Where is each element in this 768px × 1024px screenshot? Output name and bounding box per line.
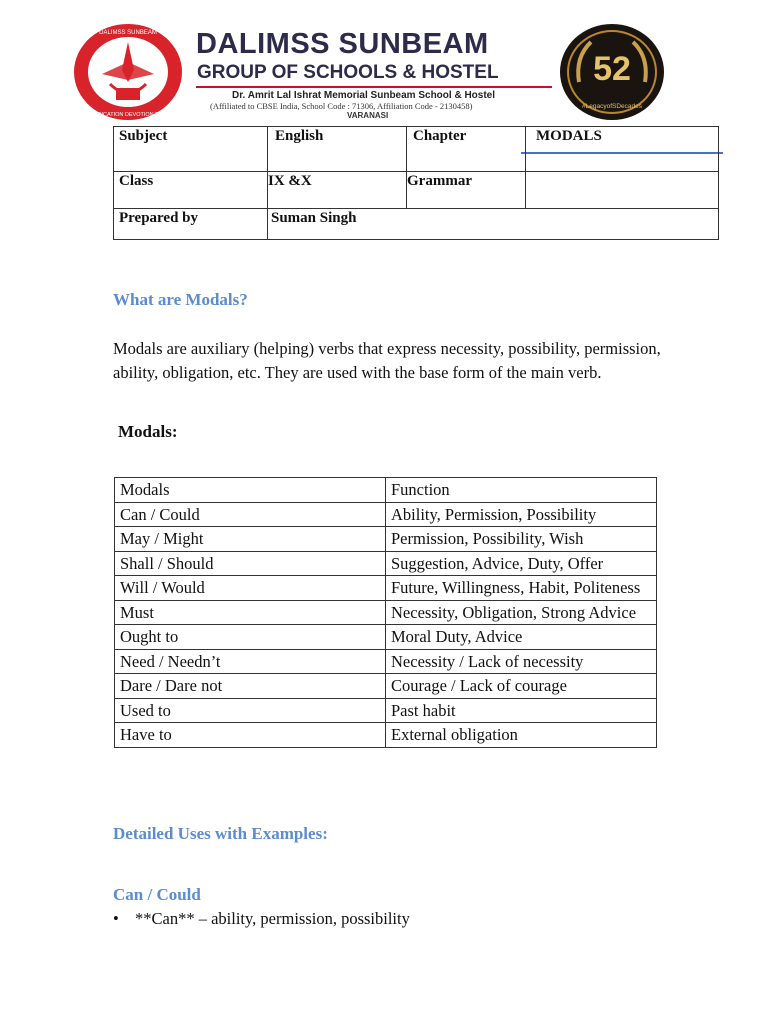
function-cell: Moral Duty, Advice	[386, 625, 657, 650]
table-row	[115, 600, 657, 625]
school-emblem-icon	[72, 22, 184, 122]
modal-cell: Ought to	[115, 625, 386, 650]
modals-definition-paragraph: Modals are auxiliary (helping) verbs that express necessity, possibility, permission, ability, obligation, etc. They are used with the base form of the main verb.	[113, 339, 661, 382]
class-value: IX &X	[268, 172, 407, 209]
school-subtitle: GROUP OF SCHOOLS & HOSTEL	[197, 62, 499, 83]
modal-cell: Need / Needn’t	[115, 649, 386, 674]
table-row	[115, 698, 657, 723]
anniversary-badge-icon	[557, 22, 667, 122]
table-row	[115, 527, 657, 552]
modals-label: Modals:	[118, 422, 178, 441]
modal-cell: Must	[115, 600, 386, 625]
modals-table	[114, 477, 657, 748]
modal-cell: Have to	[115, 723, 386, 748]
subject-value: English	[268, 127, 407, 172]
chapter-value-cell	[526, 127, 719, 172]
table-header-row	[115, 478, 657, 503]
modal-cell: May / Might	[115, 527, 386, 552]
table-row	[115, 576, 657, 601]
chapter-info-table	[113, 126, 719, 240]
function-cell: Courage / Lack of courage	[386, 674, 657, 699]
info-row-class	[114, 172, 719, 209]
svg-text:#LegacyofSDecades: #LegacyofSDecades	[582, 103, 642, 110]
function-cell: Necessity / Lack of necessity	[386, 649, 657, 674]
school-city: VARANASI	[347, 111, 389, 120]
modal-cell: Shall / Should	[115, 551, 386, 576]
table-row	[115, 723, 657, 748]
school-name: DALIMSS SUNBEAM	[196, 28, 489, 60]
function-cell: Suggestion, Advice, Duty, Offer	[386, 551, 657, 576]
svg-text:52: 52	[593, 50, 631, 88]
prepared-label: Prepared by	[114, 209, 268, 240]
modal-cell: Dare / Dare not	[115, 674, 386, 699]
chapter-value: MODALS	[521, 128, 723, 154]
svg-text:DALIMSS SUNBEAM: DALIMSS SUNBEAM	[99, 30, 157, 36]
modal-cell: Will / Would	[115, 576, 386, 601]
chapter-label: Chapter	[407, 127, 526, 172]
list-item	[113, 909, 410, 929]
info-row-prepared	[114, 209, 719, 240]
empty-cell	[526, 172, 719, 209]
function-cell: Permission, Possibility, Wish	[386, 527, 657, 552]
prepared-value: Suman Singh	[268, 209, 719, 240]
detailed-uses-heading: Detailed Uses with Examples:	[113, 824, 328, 843]
school-affiliation: (Affiliated to CBSE India, School Code : 71306, Affiliation Code - 2130458)	[210, 101, 473, 111]
can-could-subheading: Can / Could	[113, 885, 201, 904]
class-label: Class	[114, 172, 268, 209]
function-cell: Necessity, Obligation, Strong Advice	[386, 600, 657, 625]
function-cell: External obligation	[386, 723, 657, 748]
header-divider	[196, 86, 552, 88]
function-cell: Function	[386, 478, 657, 503]
svg-text:DEDICATION DEVOTION ETC: DEDICATION DEVOTION ETC	[89, 112, 167, 118]
topic-value: Grammar	[407, 172, 526, 209]
table-row	[115, 502, 657, 527]
table-row	[115, 674, 657, 699]
school-full-name: Dr. Amrit Lal Ishrat Memorial Sunbeam School & Hostel	[232, 90, 496, 101]
function-cell: Past habit	[386, 698, 657, 723]
modal-cell: Modals	[115, 478, 386, 503]
function-cell: Ability, Permission, Possibility	[386, 502, 657, 527]
table-row	[115, 551, 657, 576]
table-row	[115, 649, 657, 674]
table-row	[115, 625, 657, 650]
subject-label: Subject	[114, 127, 268, 172]
bullet-text: **Can** – ability, permission, possibility	[135, 909, 410, 928]
modal-cell: Can / Could	[115, 502, 386, 527]
modal-cell: Used to	[115, 698, 386, 723]
function-cell: Future, Willingness, Habit, Politeness	[386, 576, 657, 601]
what-are-modals-heading: What are Modals?	[113, 290, 248, 309]
info-row-subject	[114, 127, 719, 172]
page-header	[0, 0, 768, 125]
bullet-icon: •	[113, 909, 119, 928]
